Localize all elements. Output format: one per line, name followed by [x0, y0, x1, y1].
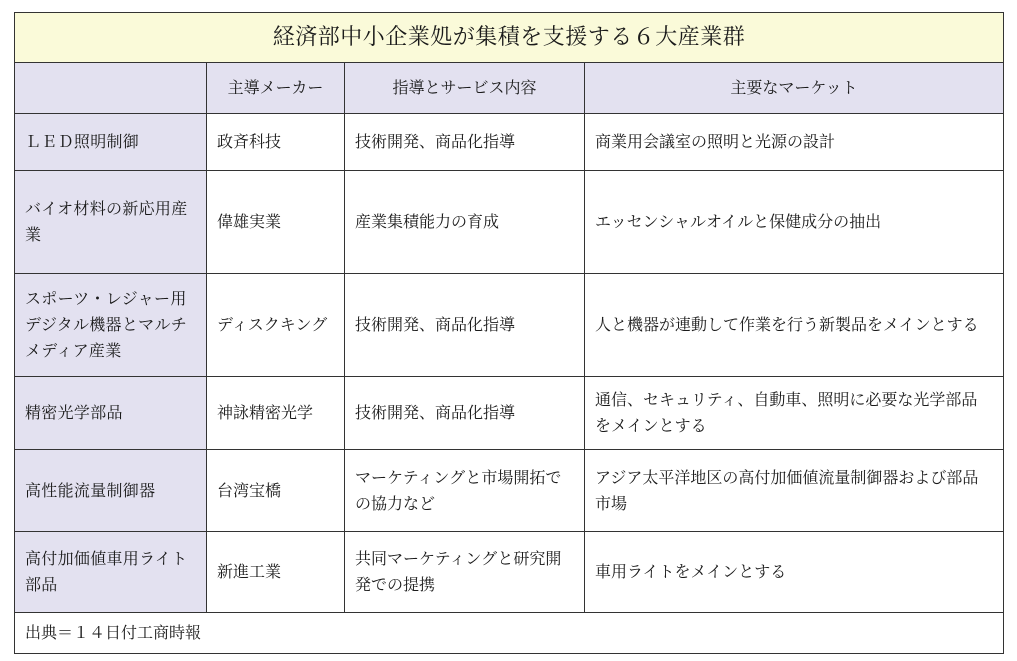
- market-cell: 車用ライトをメインとする: [585, 532, 1004, 613]
- table-row: [15, 171, 1004, 274]
- market-cell: エッセンシャルオイルと保健成分の抽出: [585, 171, 1004, 274]
- maker-cell: 偉雄実業: [207, 171, 345, 274]
- table-row: [15, 274, 1004, 377]
- maker-cell: 政斉科技: [207, 114, 345, 171]
- industry-cell: バイオ材料の新応用産業: [15, 171, 207, 274]
- service-cell: 技術開発、商品化指導: [345, 274, 585, 377]
- industry-cell: 高性能流量制御器: [15, 450, 207, 532]
- industry-table: [14, 12, 1004, 654]
- market-cell: 人と機器が連動して作業を行う新製品をメインとする: [585, 274, 1004, 377]
- table-row: [15, 114, 1004, 171]
- table-row: [15, 377, 1004, 450]
- service-cell: 技術開発、商品化指導: [345, 114, 585, 171]
- header-market: 主要なマーケット: [585, 63, 1004, 114]
- header-row: [15, 63, 1004, 114]
- industry-cell: 高付加価値車用ライト部品: [15, 532, 207, 613]
- market-cell: 通信、セキュリティ、自動車、照明に必要な光学部品をメインとする: [585, 377, 1004, 450]
- table-row: [15, 450, 1004, 532]
- market-cell: 商業用会議室の照明と光源の設計: [585, 114, 1004, 171]
- industry-cell: スポーツ・レジャー用デジタル機器とマルチメディア産業: [15, 274, 207, 377]
- industry-cell: 精密光学部品: [15, 377, 207, 450]
- market-cell: アジア太平洋地区の高付加価値流量制御器および部品市場: [585, 450, 1004, 532]
- maker-cell: 神詠精密光学: [207, 377, 345, 450]
- maker-cell: ディスクキング: [207, 274, 345, 377]
- industry-table-container: [14, 12, 1003, 654]
- service-cell: マーケティングと市場開拓での協力など: [345, 450, 585, 532]
- industry-cell: ＬＥＤ照明制御: [15, 114, 207, 171]
- service-cell: 共同マーケティングと研究開発での提携: [345, 532, 585, 613]
- header-corner: [15, 63, 207, 114]
- source-note: 出典＝１４日付工商時報: [15, 613, 1004, 654]
- maker-cell: 新進工業: [207, 532, 345, 613]
- table-row: [15, 532, 1004, 613]
- service-cell: 技術開発、商品化指導: [345, 377, 585, 450]
- header-service: 指導とサービス内容: [345, 63, 585, 114]
- header-maker: 主導メーカー: [207, 63, 345, 114]
- service-cell: 産業集積能力の育成: [345, 171, 585, 274]
- maker-cell: 台湾宝橋: [207, 450, 345, 532]
- table-title: 経済部中小企業処が集積を支援する６大産業群: [15, 13, 1004, 63]
